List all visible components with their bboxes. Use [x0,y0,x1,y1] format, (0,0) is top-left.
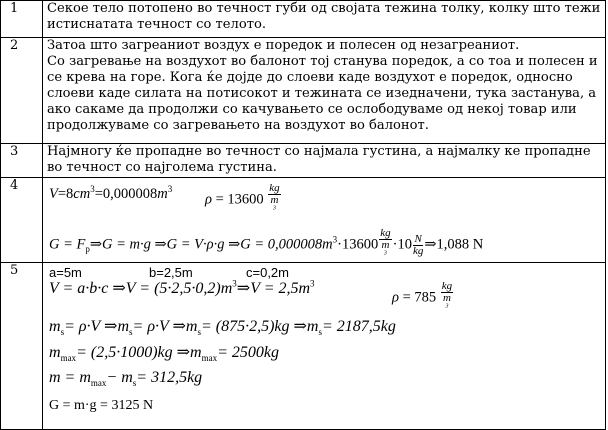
table-row [1,1,606,38]
row-number: 5 [1,263,43,430]
dimension-b: b=2,5m [149,265,193,280]
mass-difference-formula: $m = m_{max}- m_s= 312,5kg$ [49,369,203,389]
mass-max-formula: $m_{max}= (2,5\cdot 1000)kg$ $\Rightarrow m_{max}= 2500kg$ [49,344,279,364]
answer-text [43,38,606,144]
dimension-a: a=5m [49,265,82,280]
answer-text: Најмногу ќе пропадне во течност со најмала густина, а најмалку ке пропадне во течност со најголема густина. [43,144,606,178]
weight-formula: G = m·g = 3125 N [49,398,154,413]
density-formula: ρ = 785 kg m $^3$ [392,280,453,310]
dimension-c: c=0,2m [246,265,289,280]
answer-line: Затоа што загреаниот воздух е поредок и полесен од незагреаниот. [47,38,520,53]
volume-formula: V = a·b·c ⇒V = $(5\cdot 2,5\cdot 0,2)m^3\Rightarrow V = 2,5m^3$ [49,278,315,297]
weight-formula: $G = F_p\Rightarrow G = m\cdot g$ ⇒G = V·ρ·g ⇒G = $0,000008m^3\cdot 13600$ kg m $^3$ ·10 $\frac{N}{kg}$ ⇒1,088 N [49,227,484,257]
mass-s-formula: $m_s= \rho\cdot V$ $\Rightarrow m_s= \rho\cdot V$ $\Rightarrow m_s= (875\cdot 2,5)kg$ $\Rightarrow m_s= 2187,5kg$ [49,318,396,338]
row-number: 4 [1,178,43,263]
table-row [1,144,606,178]
table-row [1,263,606,430]
answer-text: Секое тело потопено во течност губи од својата тежина толку, колку што тежи истиснатата течност со телото. [43,1,606,38]
row-number: 1 [1,1,43,38]
density-formula: ρ = 13600 kg m $^3$ [205,182,280,212]
answer-line: Со загревање на воздухот во балонот тој станува поредок, а со тоа и полесен и се крева на горе. Кога ќе дојде до слоеви каде воздухот е поредок, односно слоеви каде силата на потисокот и тежината се изедначени, тука застанува, а ако сакаме да продолжи со качувањето се ослободуваме од некој товар или продолжуваме со загревањето на воздухот во балонот. [47,54,598,133]
answer-formulas [43,178,606,263]
row-number: 2 [1,38,43,144]
volume-formula: $V=8cm^3=0,000008m^3$ [49,184,173,202]
row-number: 3 [1,144,43,178]
table-row [1,38,606,144]
answer-formulas [43,263,606,430]
table-row [1,178,606,263]
